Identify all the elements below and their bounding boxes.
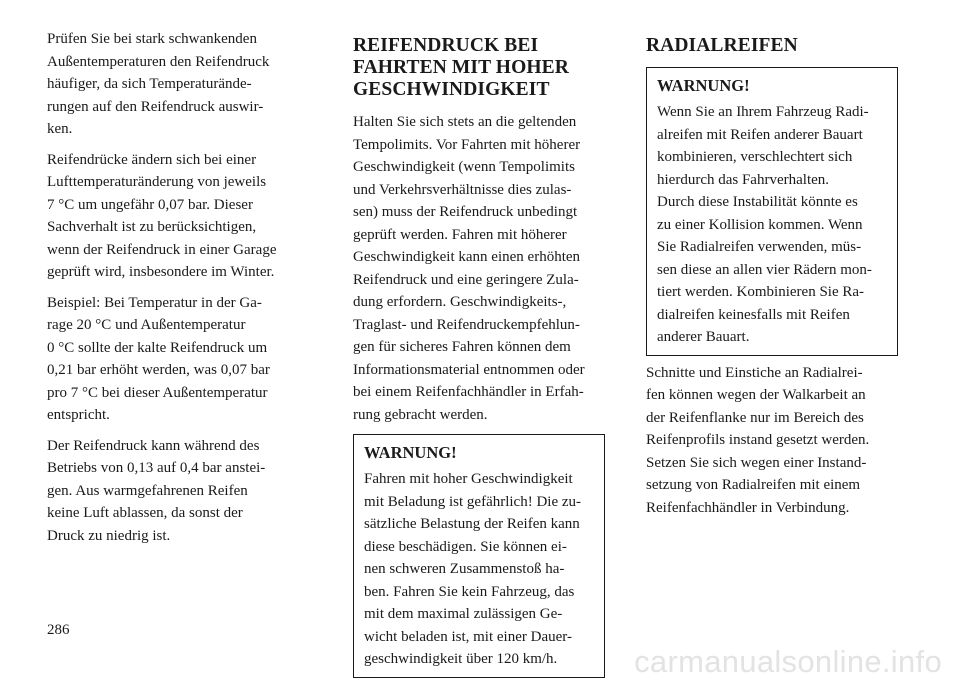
section-heading-radial-tires: RADIALREIFEN [646, 35, 798, 56]
paragraph-speed-limits: Halten Sie sich stets an die geltenden Tempolimits. Vor Fahrten mit höherer Geschwindigkeit (wenn Tempolimits und Verkehrsverhältnisse dies zulas- sen) muss der Reifendruck unbedingt geprüft werden. Fahren mit höherer Geschwindigkeit kann einen erhöhten Reifendruck und eine geringere Zula- dung erfordern. Geschwindigkeits-, Traglast- und Reifendruckempfehlun- gen für sicheres Fahren können dem Informationsmaterial entnommen oder bei einem Reifenfachhändler in Erfah- rung gebracht werden. [353, 114, 585, 423]
watermark: carmanualsonline.info [634, 644, 942, 679]
warning-box-radial-tires [646, 67, 898, 356]
page-number: 286 [47, 622, 70, 638]
warning-text: Fahren mit hoher Geschwindigkeit mit Beladung ist gefährlich! Die zu- sätzliche Belastung der Reifen kann diese beschädigen. Sie können ei- nen schweren Zusammenstoß ha- ben. Fahren Sie kein Fahrzeug, das mit dem maximal zulässigen Ge- wicht beladen ist, mit einer Dauer- geschwindigkeit über 120 km/h. [364, 471, 582, 667]
paragraph-radial-repair: Schnitte und Einstiche an Radialrei- fen können wegen der Walkarbeit an der Reifenflanke nur im Bereich des Reifenprofils instand gesetzt werden. Setzen Sie sich wegen einer Instand- setzung von Radialreifen mit einem Reifenfachhändler in Verbindung. [646, 364, 870, 516]
column-right [646, 28, 898, 527]
paragraph-pressure-change: Reifendrücke ändern sich bei einer Lufttemperaturänderung von jeweils 7 °C um ungefähr 0,07 bar. Dieser Sachverhalt ist zu berücksichtigen, wenn der Reifendruck in einer Garage geprüft wird, insbesondere im Winter. [47, 151, 277, 280]
warning-box-high-speed [353, 434, 605, 678]
paragraph-example: Beispiel: Bei Temperatur in der Ga- rage 20 °C und Außentemperatur 0 °C sollte der kalte Reifendruck um 0,21 bar erhöht werden, was 0,07 bar pro 7 °C bei dieser Außentemperatur entspricht. [47, 294, 270, 423]
paragraph-temperature-fluctuation: Prüfen Sie bei stark schwankenden Außentemperaturen den Reifendruck häufiger, da sich Temperaturände- rungen auf den Reifendruck auswir- ken. [47, 31, 270, 137]
column-left [47, 28, 299, 555]
section-heading-high-speed: REIFENDRUCK BEI FAHRTEN MIT HOHER GESCHWINDIGKEIT [353, 35, 569, 100]
column-middle [353, 28, 605, 684]
paragraph-operating-pressure: Der Reifendruck kann während des Betriebs von 0,13 auf 0,4 bar anstei- gen. Aus warmgefahrenen Reifen keine Luft ablassen, da sonst der Druck zu niedrig ist. [47, 437, 266, 544]
warning-title: WARNUNG! [657, 76, 750, 95]
warning-title: WARNUNG! [364, 443, 457, 462]
warning-text: Wenn Sie an Ihrem Fahrzeug Radi- alreifen mit Reifen anderer Bauart kombinieren, verschlechtert sich hierdurch das Fahrverhalten. Durch diese Instabilität könnte es zu einer Kollision kommen. Wenn Sie Radialreifen verwenden, müs- sen diese an allen vier Rädern mon- tiert werden. Kombinieren Sie Ra- dialreifen keinesfalls mit Reifen anderer Bauart. [657, 104, 872, 345]
